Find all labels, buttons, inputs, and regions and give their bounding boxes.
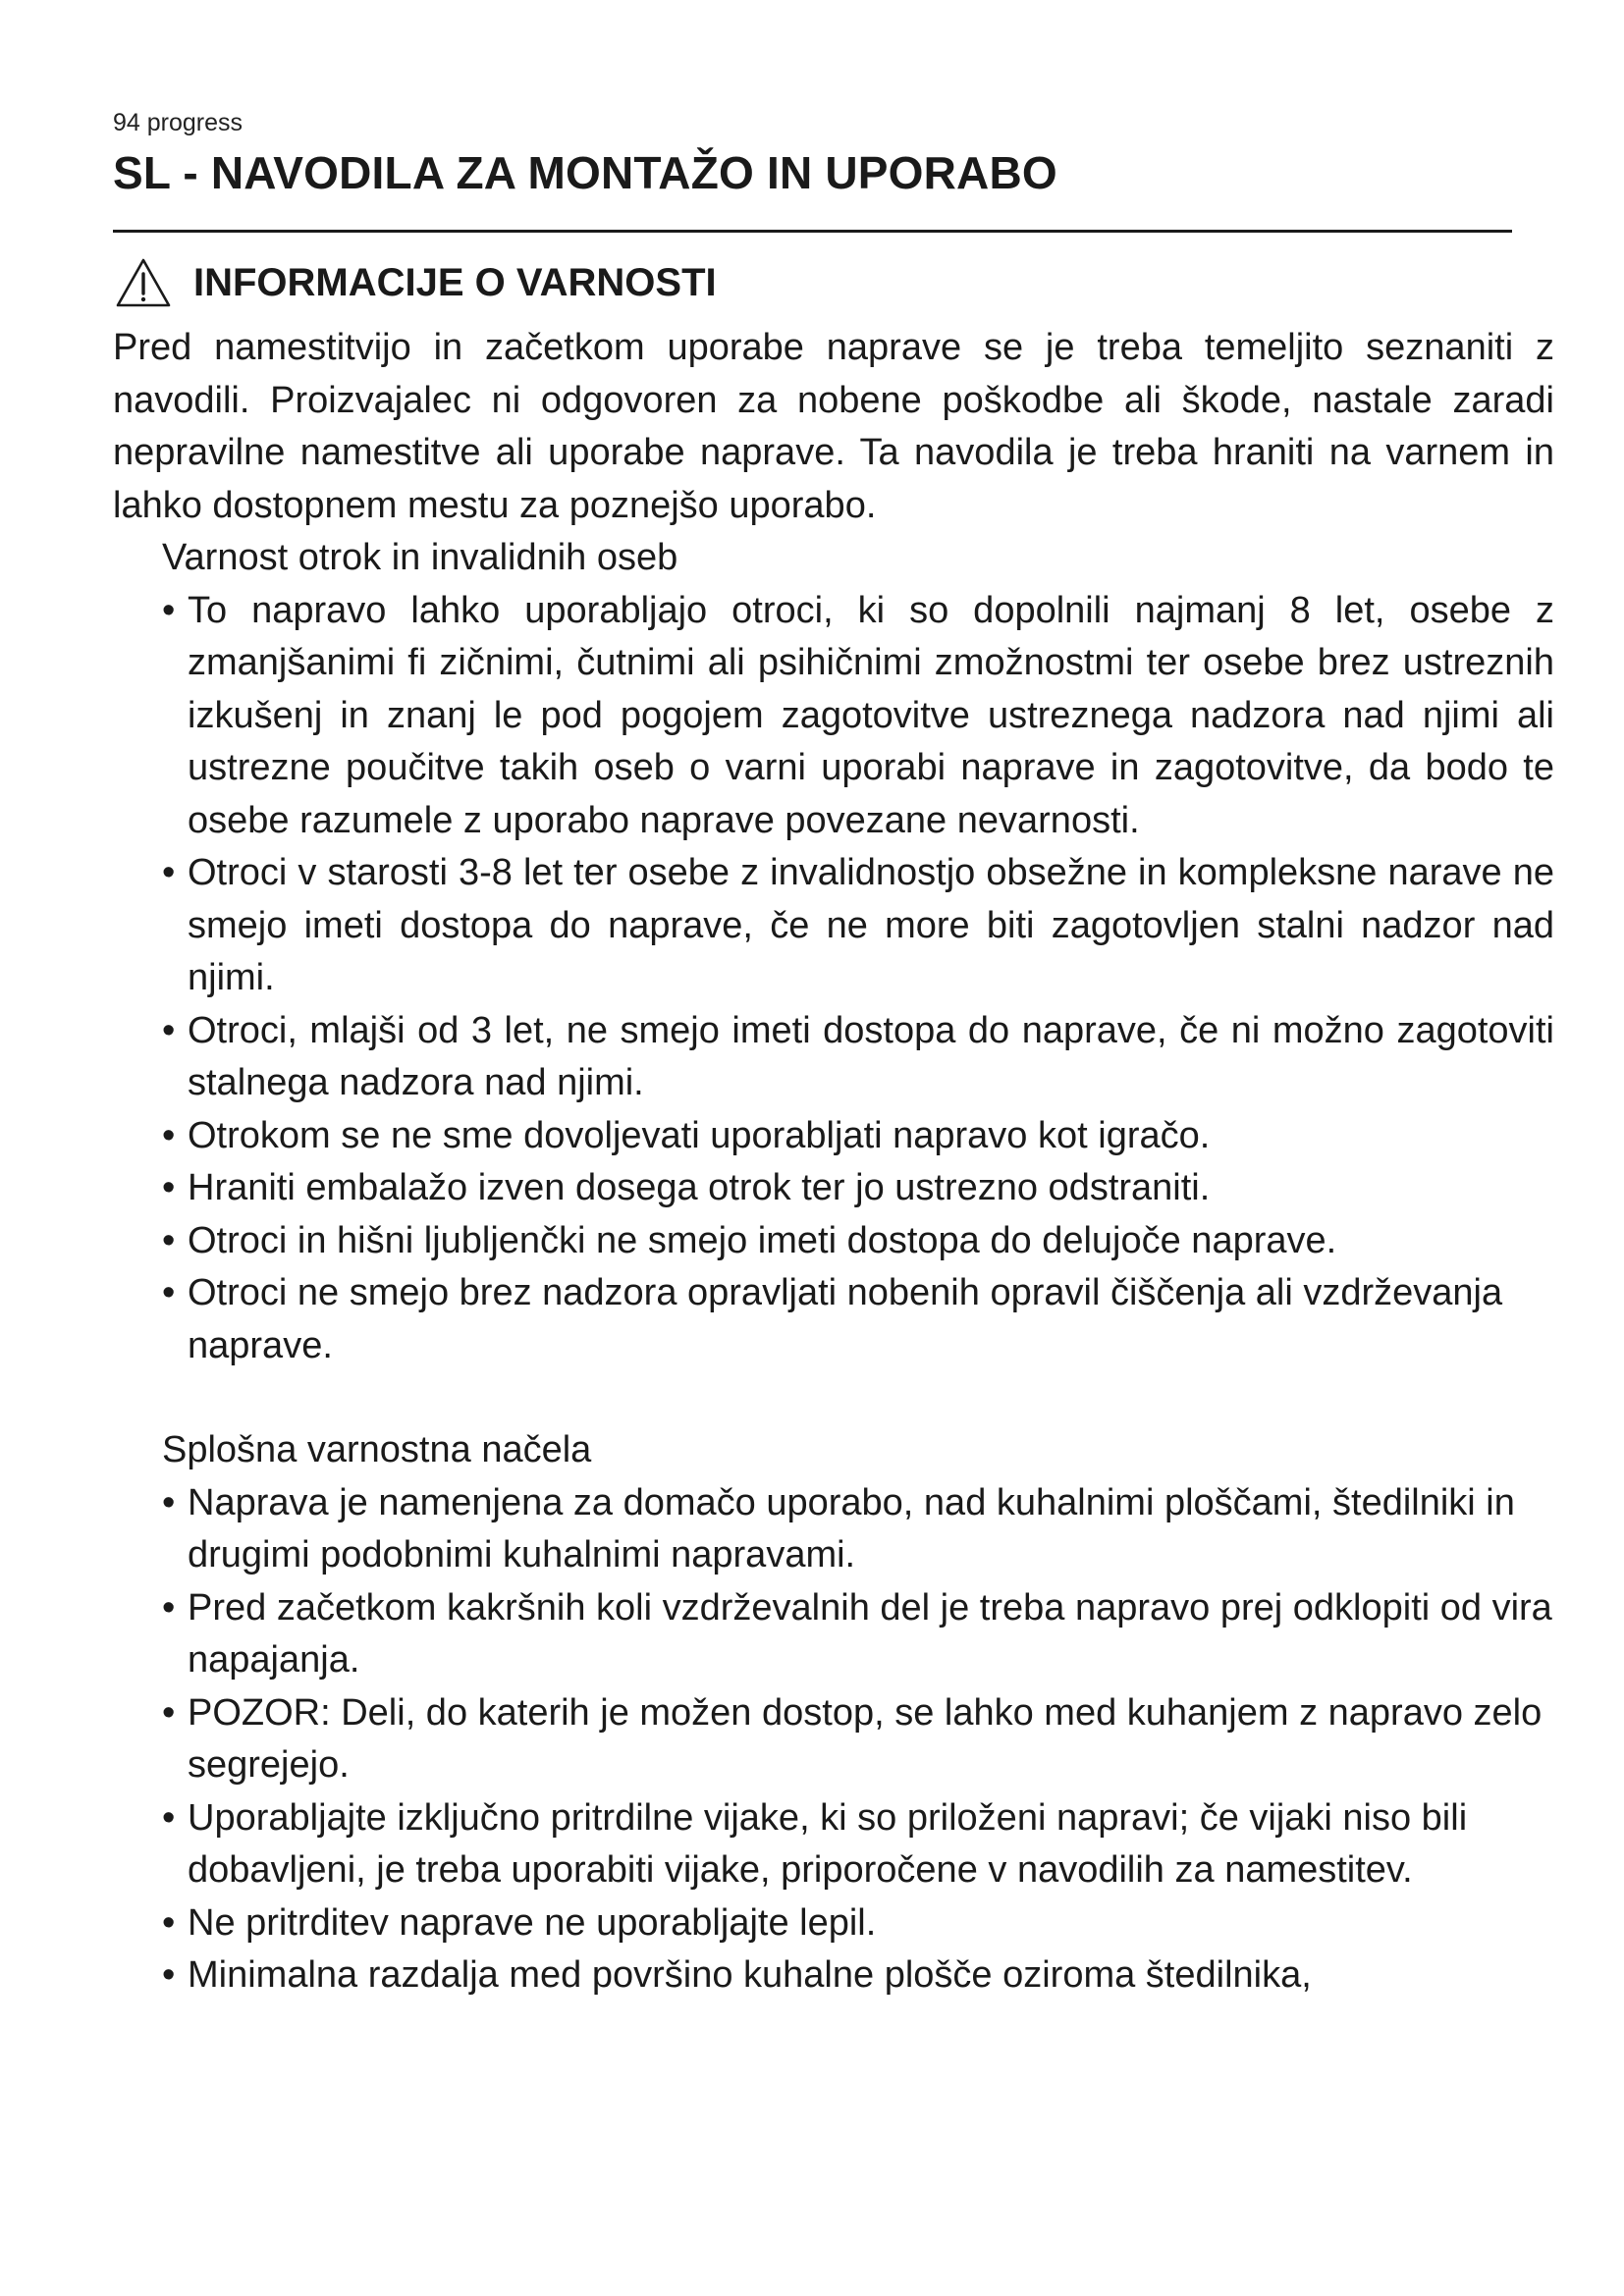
warning-triangle-icon	[115, 257, 172, 308]
list-item: • Minimalna razdalja med površino kuhalne plošče oziroma štedilnika,	[162, 1954, 1312, 1996]
children-safety-heading: Varnost otrok in invalidnih oseb	[162, 537, 678, 578]
list-item: • Ne pritrditev naprave ne uporabljajte lepil.	[162, 1901, 877, 1944]
page-number-brand: 94 progress	[113, 109, 244, 136]
section-heading	[113, 253, 1556, 312]
general-safety-heading: Splošna varnostna načela	[162, 1429, 592, 1470]
list-item: • Naprava je namenjena za domačo uporabo, nad kuhalnimi ploščami, štedilniki in drugimi podobnimi kuhalnimi napravami.	[162, 1481, 1515, 1575]
children-safety-list	[162, 585, 1554, 1373]
list-item: • Otroci, mlajši od 3 let, ne smejo imeti dostopa do naprave, če ni možno zagotoviti stalnega nadzora nad njimi.	[162, 1009, 1554, 1103]
list-item: • Otroci v starosti 3-8 let ter osebe z invalidnostjo obsežne in kompleksne narave ne smejo imeti dostopa do naprave, če ne more biti zagotovljen stalni nadzor nad njimi.	[162, 852, 1554, 998]
intro-paragraph: Pred namestitvijo in začetkom uporabe naprave se je treba temeljito seznaniti z navodili. Proizvajalec ni odgovoren za nobene poškodbe ali škode, nastale zaradi nepravilne namestitve ali uporabe naprave. Ta navodila je treba hraniti na varnem in lahko dostopnem mestu za poznejšo uporabo.	[113, 327, 1554, 526]
list-item: • Uporabljajte izključno pritrdilne vijake, ki so priloženi napravi; če vijaki niso bili dobavljeni, je treba uporabiti vijake, priporočene v navodilih za namestitev.	[162, 1796, 1468, 1891]
list-item: • Otroci in hišni ljubljenčki ne smejo imeti dostopa do delujoče naprave.	[162, 1219, 1337, 1261]
title-divider	[113, 230, 1512, 233]
section-title: INFORMACIJE O VARNOSTI	[193, 261, 717, 304]
list-item: • POZOR: Deli, do katerih je možen dostop, se lahko med kuhanjem z napravo zelo segrejejo.	[162, 1691, 1543, 1786]
list-item: • To napravo lahko uporabljajo otroci, ki so dopolnili najmanj 8 let, osebe z zmanjšanimi fi zičnimi, čutnimi ali psihičnimi zmožnostmi ter osebe brez ustreznih izkušenj in znanj le pod pogojem zagotovitve ustreznega nadzora nad njimi ali ustrezne poučitve takih oseb o varni uporabi naprave in zagotovitve, da bodo te osebe razumele z uporabo naprave povezane nevarnosti.	[162, 589, 1554, 841]
page-header	[113, 108, 1512, 233]
list-item: • Pred začetkom kakršnih koli vzdrževalnih del je treba napravo prej odklopiti od vira napajanja.	[162, 1586, 1552, 1681]
list-item: • Otrokom se ne sme dovoljevati uporabljati napravo kot igračo.	[162, 1114, 1211, 1156]
list-item: • Otroci ne smejo brez nadzora opravljati nobenih opravil čiščenja ali vzdrževanja naprave.	[162, 1272, 1503, 1366]
safety-section	[113, 253, 1556, 2002]
document-title: SL - NAVODILA ZA MONTAŽO IN UPORABO	[113, 147, 1057, 198]
list-item: • Hraniti embalažo izven dosega otrok ter jo ustrezno odstraniti.	[162, 1167, 1211, 1208]
general-safety-list	[162, 1477, 1554, 2002]
